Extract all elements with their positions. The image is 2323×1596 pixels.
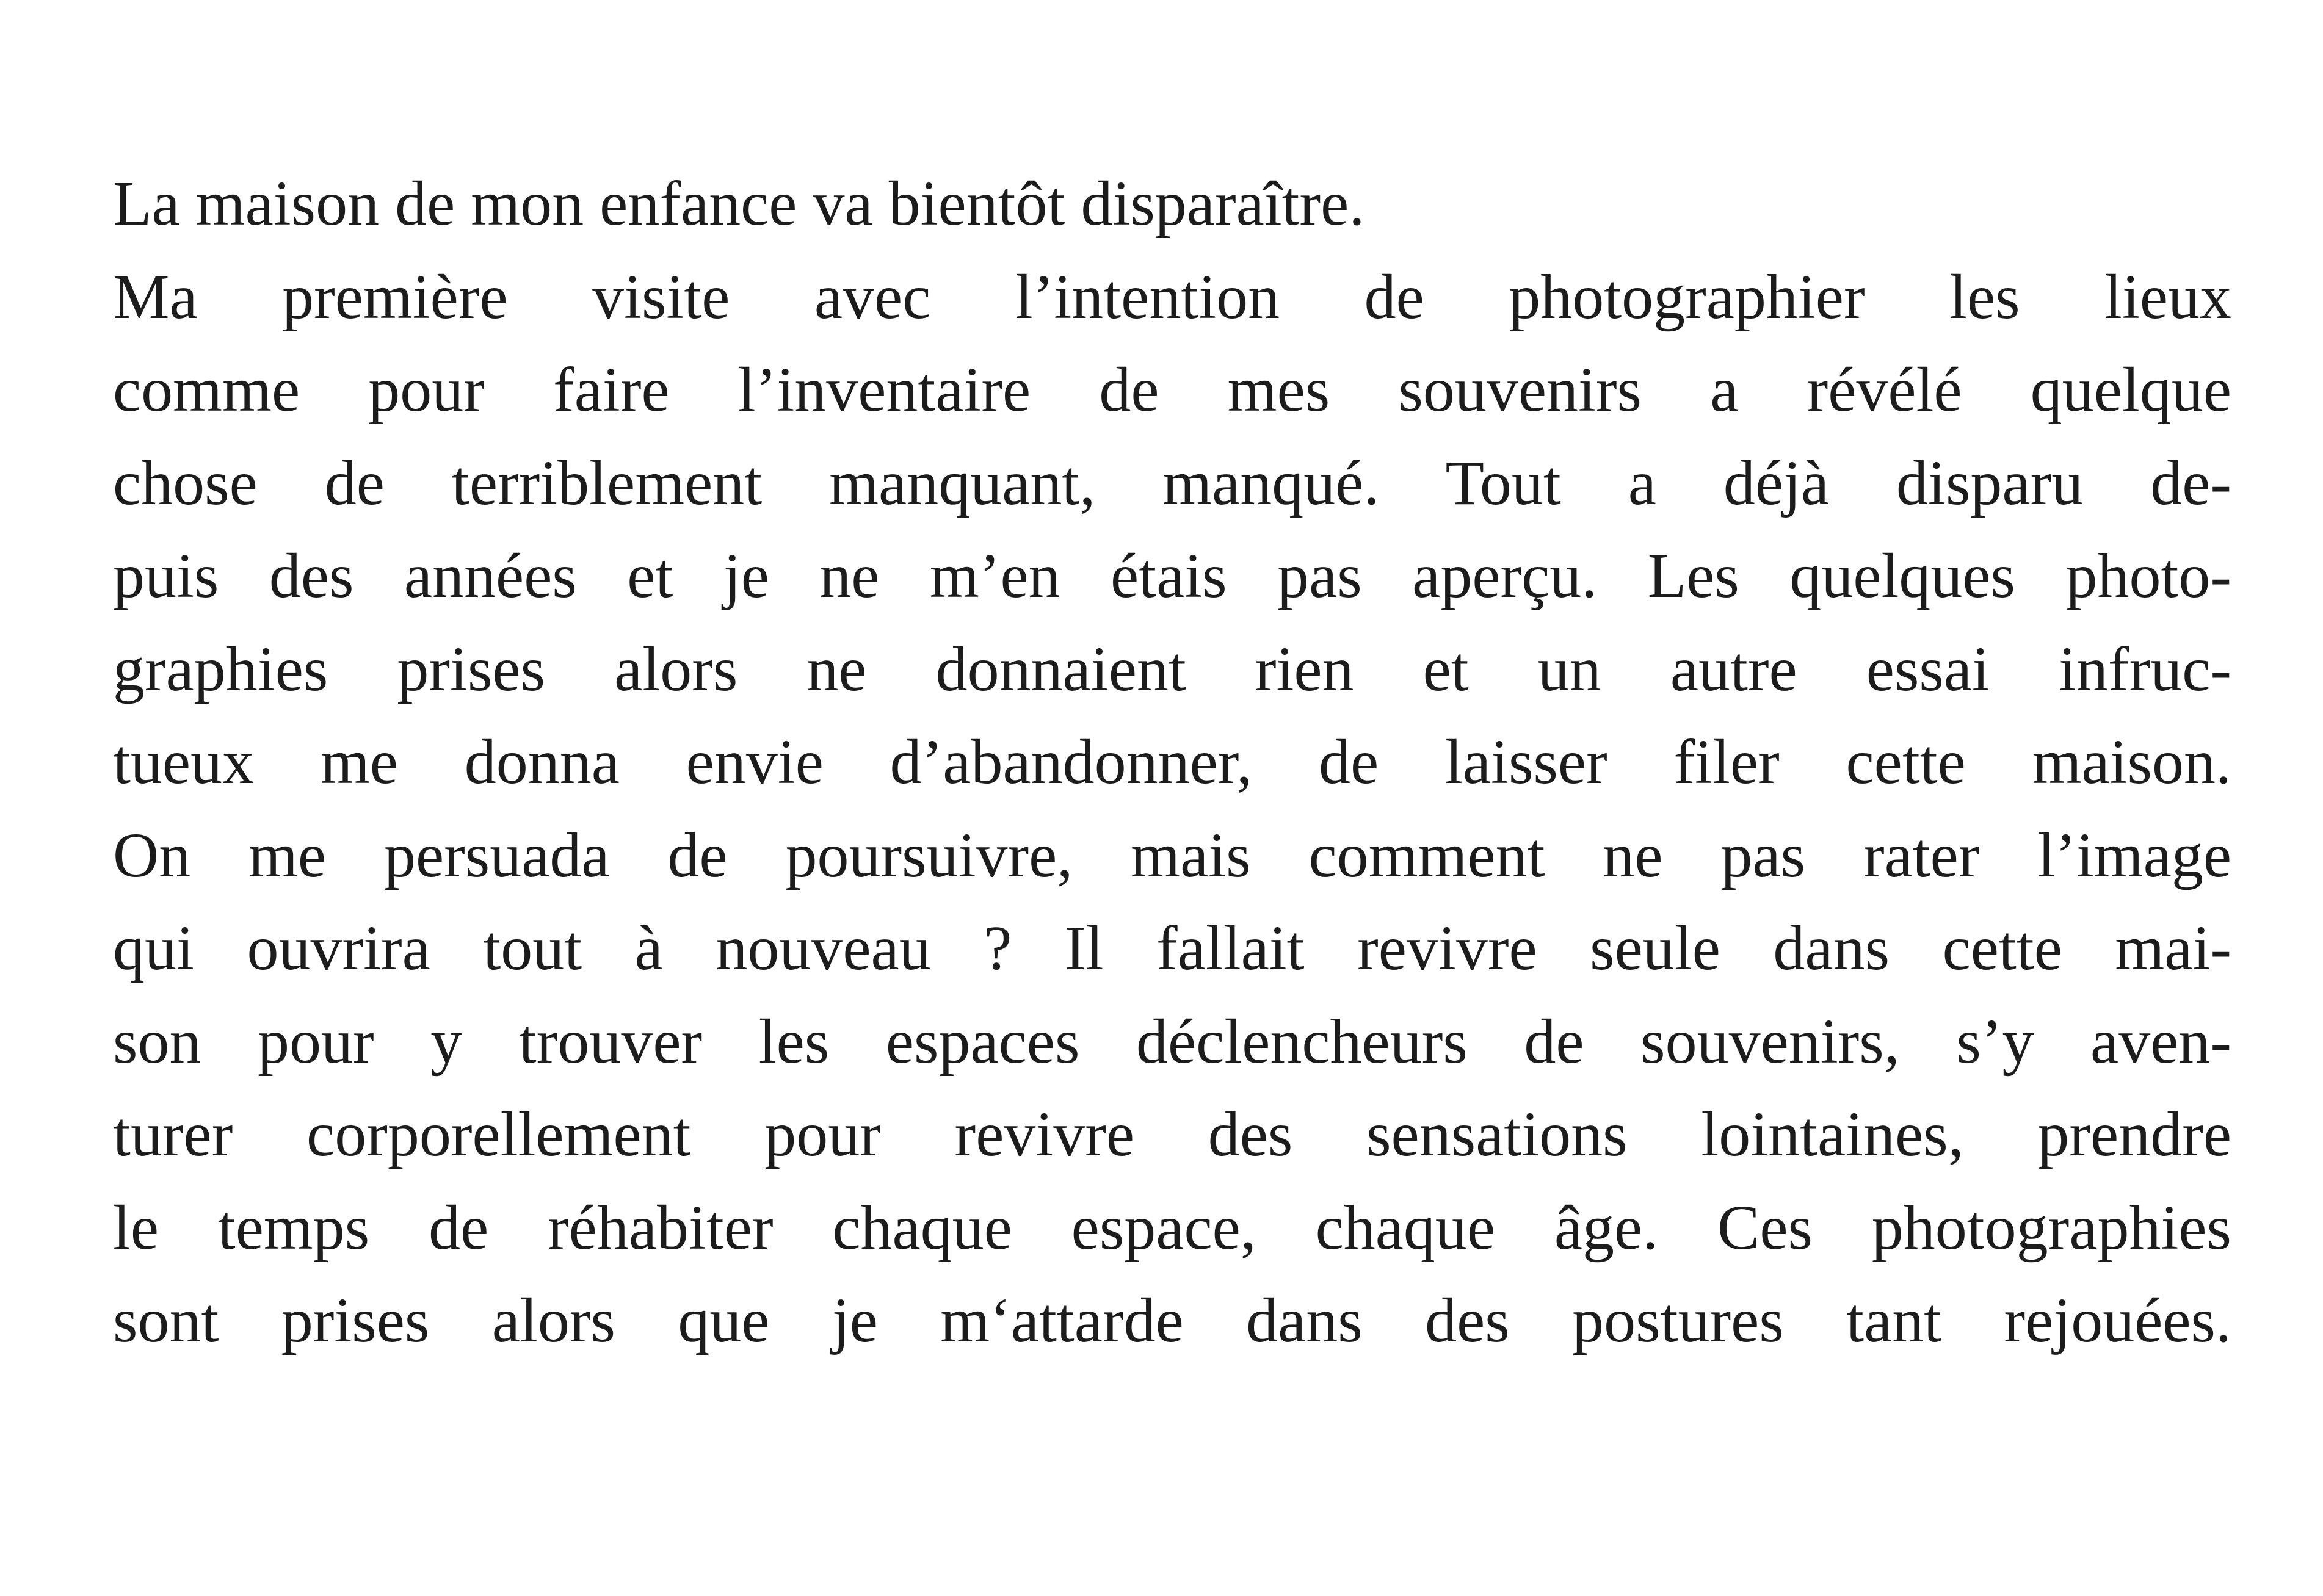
text-line-9: qui ouvrira tout à nouveau ? Il fallait revivre seule dans cette mai- [113,913,2231,983]
text-line-12: le temps de réhabiter chaque espace, chaque âge. Ces photographies [113,1192,2231,1263]
text-line-1: La maison de mon enfance va bientôt disparaître. [113,168,1365,239]
text-line-13: sont prises alors que je m‘attarde dans des postures tant rejouées. [113,1285,2231,1356]
text-line-6: graphies prises alors ne donnaient rien et un autre essai infruc- [113,634,2231,704]
text-line-10: son pour y trouver les espaces déclencheurs de souvenirs, s’y aven- [113,1006,2231,1077]
text-line-8: On me persuada de poursuivre, mais comment ne pas rater l’image [113,820,2231,890]
body-paragraph [113,157,2231,1368]
text-line-11: turer corporellement pour revivre des sensations lointaines, prendre [113,1099,2231,1169]
text-line-5: puis des années et je ne m’en étais pas aperçu. Les quelques photo- [113,541,2231,611]
text-line-7: tueux me donna envie d’abandonner, de laisser filer cette maison. [113,727,2231,797]
text-line-3: comme pour faire l’inventaire de mes souvenirs a révélé quelque [113,355,2231,425]
text-line-2: Ma première visite avec l’intention de photographier les lieux [113,261,2231,332]
text-line-4: chose de terriblement manquant, manqué. Tout a déjà disparu de- [113,447,2231,518]
